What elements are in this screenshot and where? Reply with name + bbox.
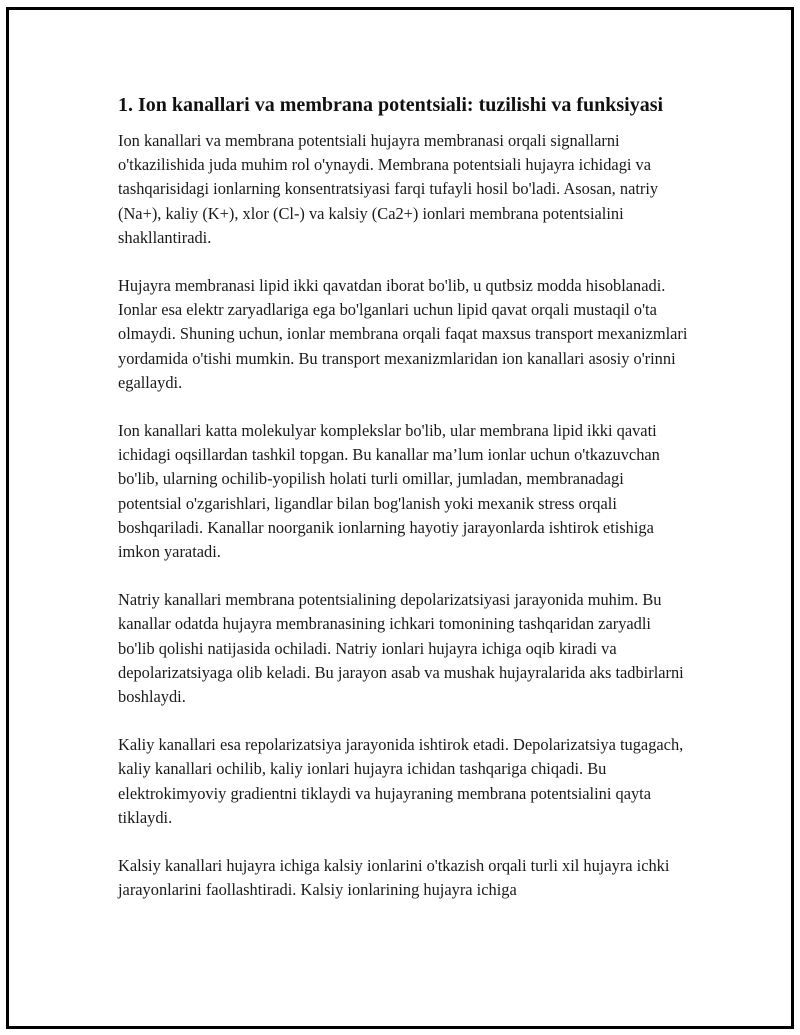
section-heading: 1. Ion kanallari va membrana potentsiali: tuzilishi va funksiyasi: [118, 94, 664, 116]
paragraph-sodium-channels: Natriy kanallari membrana potentsialining depolarizatsiyasi jarayonida muhim. Bu kanallar odatda hujayra membranasining ichkari tomonining tashqaridan zaryadli bo'lib qolishi natijasida ochiladi. Natriy ionlari hujayra ichiga oqib kiradi va depolarizatsiyaga olib keladi. Bu jarayon asab va mushak hujayralarida aks tadbirlarni boshlaydi.: [118, 590, 684, 707]
document-body: [118, 92, 688, 926]
paragraph-ion-channels-intro: Ion kanallari va membrana potentsiali hujayra membranasi orqali signallarni o'tkazilishida juda muhim rol o'ynaydi. Membrana potentsiali hujayra ichidagi va tashqarisidagi ionlarning konsentratsiyasi farqi tufayli hosil bo'ladi. Asosan, natriy (Na+), kaliy (K+), xlor (Cl-) va kalsiy (Ca2+) ionlari membrana potentsialini shakllantiradi.: [118, 131, 659, 247]
paragraph-potassium-channels: Kaliy kanallari esa repolarizatsiya jarayonida ishtirok etadi. Depolarizatsiya tugagach, kaliy kanallari ochilib, kaliy ionlari hujayra ichidan tashqariga chiqadi. Bu elektrokimyoviy gradientni tiklaydi va hujayraning membrana potentsialini qayta tiklaydi.: [118, 735, 684, 827]
paragraph-lipid-bilayer: Hujayra membranasi lipid ikki qavatdan iborat bo'lib, u qutbsiz modda hisoblanadi. Ionlar esa elektr zaryadlariga ega bo'lganlari uchun lipid qavat orqali mustaqil o'ta olmaydi. Shuning uchun, ionlar membrana orqali faqat maxsus transport mexanizmlari yordamida o'tishi mumkin. Bu transport mexanizmlaridan ion kanallari asosiy o'rinni egallaydi.: [118, 276, 688, 392]
paragraph-calcium-channels: Kalsiy kanallari hujayra ichiga kalsiy ionlarini o'tkazish orqali turli xil hujayra ichki jarayonlarini faollashtiradi. Kalsiy ionlarining hujayra ichiga: [118, 856, 670, 900]
paragraph-channel-structure: Ion kanallari katta molekulyar komplekslar bo'lib, ular membrana lipid ikki qavati ichidagi oqsillardan tashkil topgan. Bu kanallar ma’lum ionlar uchun o'tkazuvchan bo'lib, ularning ochilib-yopilish holati turli omillar, jumladan, membranadagi potentsial o'zgarishlari, ligandlar bilan bog'lanish yoki mexanik stress orqali boshqariladi. Kanallar noorganik ionlarning hayotiy jarayonlarda ishtirok etishiga imkon yaratadi.: [118, 421, 660, 562]
